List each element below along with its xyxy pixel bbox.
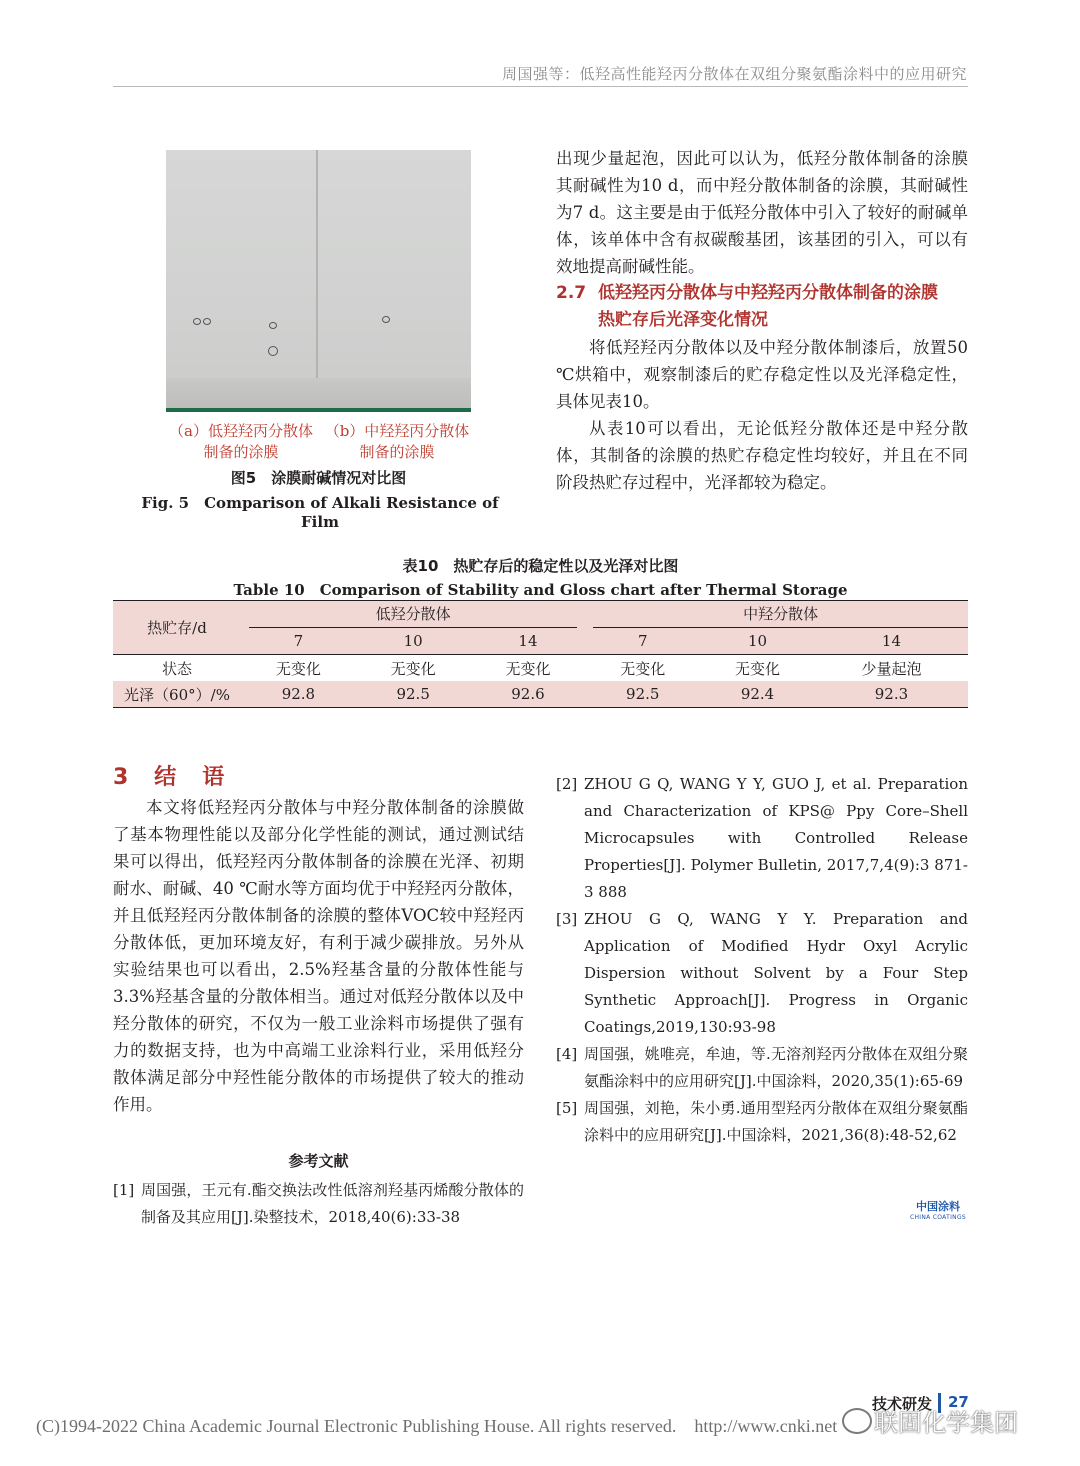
reference-item: [1] 周国强，王元有.酯交换法改性低溶剂羟基丙烯酸分散体的制备及其应用[J].染整技术，2018,40(6):33-38	[113, 1181, 524, 1226]
section-heading-2-7	[556, 280, 968, 307]
bubble-mark	[268, 346, 278, 356]
table-header-row	[113, 601, 968, 629]
paragraph: 将低羟羟丙分散体以及中羟分散体制漆后，放置50 ℃烘箱中，观察制漆后的贮存稳定性以及光泽稳定性，具体见表10。	[556, 338, 968, 411]
table-cell: 无变化	[275, 659, 321, 678]
table-cell: 无变化	[390, 659, 436, 678]
wechat-icon	[842, 1408, 872, 1434]
section-title-line1: 低羟羟丙分散体与中羟羟丙分散体制备的涂膜	[598, 283, 938, 303]
references-left	[113, 1177, 524, 1231]
section-label: 技术研发	[872, 1395, 933, 1413]
reference-item: [2] ZHOU G Q, WANG Y Y, GUO J, et al. Preparation and Characterization of KPS@ Ppy Core–Shell Microcapsules with Controlled Release Properties[J]. Polymer Bulletin, 2017,7,4(9):3 871-3 888	[556, 775, 968, 901]
figure-title-cn: 图5 涂膜耐碱情况对比图	[230, 469, 407, 487]
figure-caption-b: （b）中羟羟丙分散体制备的涂膜	[324, 422, 470, 461]
group-header-mid: 中羟分散体	[585, 601, 968, 629]
conclusion-text: 本文将低羟羟丙分散体与中羟分散体制备的涂膜做了基本物理性能以及部分化学性能的测试，通过测试结果可以得出，低羟羟丙分散体制备的涂膜在光泽、初期耐水、耐碱、40 ℃耐水等方面均优于中羟羟丙分散体，并且低羟羟丙分散体制备的涂膜的整体VOC较中羟羟丙分散体低，更加环境友好，有利于减少碳排放。另外从实验结果也可以看出，2.5%羟基含量的分散体性能与3.3%羟基含量的分散体相当。通过对低羟分散体以及中羟分散体的研究，不仅为一般工业涂料市场提供了强有力的数据支持，也为中高端工业涂料行业，采用低羟分散体满足部分中羟性能分散体的市场提供了较大的推动作用。	[113, 798, 524, 1114]
reference-item: [4] 周国强，姚唯亮，牟迪，等.无溶剂羟丙分散体在双组分聚氨酯涂料中的应用研究[J].中国涂料，2020,35(1):65-69	[556, 1045, 968, 1090]
panel-bottom-edge	[166, 378, 471, 408]
day-cell: 7	[637, 632, 648, 650]
logo-en: CHINA COATINGS	[910, 1214, 966, 1221]
table-row-gloss	[113, 681, 968, 708]
running-header: 周国强等：低羟高性能羟丙分散体在双组分聚氨酯涂料中的应用研究	[501, 65, 967, 83]
table-cell: 92.6	[511, 685, 545, 703]
journal-logo	[908, 1198, 968, 1221]
section-number: 2.7	[556, 283, 587, 303]
bubble-mark	[269, 322, 277, 329]
watermark: 联固化学集团	[874, 1409, 1018, 1437]
group-header-low: 低羟分散体	[241, 601, 585, 629]
table-row-state	[113, 655, 968, 682]
table-cell: 无变化	[505, 659, 551, 678]
day-cell: 14	[518, 632, 538, 650]
row-header-cell: 热贮存/d	[147, 619, 207, 637]
day-cell: 10	[747, 632, 768, 650]
day-cell: 7	[293, 632, 304, 650]
table-cell: 无变化	[735, 659, 781, 678]
row-label: 状态	[161, 659, 192, 678]
figure-title-en: Fig. 5 Comparison of Alkali Resistance of Film	[141, 494, 499, 531]
panel-seam	[316, 150, 318, 408]
table-title-cn: 表10 热贮存后的稳定性以及光泽对比图	[402, 557, 679, 575]
table-cell: 92.8	[281, 685, 316, 703]
references-title: 参考文献	[288, 1152, 349, 1170]
copyright-line: (C)1994-2022 China Academic Journal Electronic Publishing House. All rights reserved. http://www.cnki.net	[36, 1416, 838, 1436]
right-column	[556, 145, 968, 496]
bubble-mark	[203, 318, 211, 325]
bubble-mark	[193, 318, 201, 325]
reference-item: [5] 周国强，刘艳，朱小勇.通用型羟丙分散体在双组分聚氨酯涂料中的应用研究[J].中国涂料，2021,36(8):48-52,62	[556, 1099, 968, 1144]
paragraph: 从表10可以看出，无论低羟分散体还是中羟分散体，其制备的涂膜的热贮存稳定性均较好，并且在不同阶段热贮存过程中，光泽都较为稳定。	[556, 419, 968, 492]
bubble-mark	[382, 316, 390, 323]
day-cell: 10	[403, 632, 423, 650]
references-right	[556, 771, 968, 1149]
table-cell: 无变化	[620, 659, 666, 678]
table-cell: 少量起泡	[861, 659, 922, 678]
table-cell: 92.5	[396, 685, 430, 703]
day-cell: 14	[881, 632, 901, 650]
alkali-resistance-photo	[166, 150, 471, 412]
figure-caption-a: （a）低羟羟丙分散体制备的涂膜	[169, 422, 313, 461]
table-cell: 92.5	[626, 685, 660, 703]
row-label: 光泽（60°）/%	[124, 685, 230, 704]
paragraph: 出现少量起泡，因此可以认为，低羟分散体制备的涂膜其耐碱性为10 d，而中羟分散体制备的涂膜，其耐碱性为7 d。这主要是由于低羟分散体中引入了较好的耐碱单体，该单体中含有叔碳酸基团，该基团的引入，可以有效地提高耐碱性能。	[556, 149, 968, 276]
table-cell: 92.4	[740, 685, 775, 703]
table-days-row	[113, 628, 968, 655]
table-cell: 92.3	[874, 685, 909, 703]
section-heading-3: 3 结 语	[113, 765, 227, 790]
logo-cn: 中国涂料	[916, 1200, 960, 1213]
data-table	[113, 600, 968, 708]
page-number: 27	[948, 1393, 969, 1411]
header-rule	[113, 86, 968, 87]
section-title-line2: 热贮存后光泽变化情况	[598, 310, 768, 330]
table-title-en: Table 10 Comparison of Stability and Gloss chart after Thermal Storage	[233, 581, 848, 599]
reference-item: [3] ZHOU G Q, WANG Y Y. Preparation and Application of Modified Hydr Oxyl Acrylic Dispersion without Solvent by a Four Step Synthetic Approach[J]. Progress in Organic Coatings,2019,130:93-98	[556, 910, 968, 1036]
